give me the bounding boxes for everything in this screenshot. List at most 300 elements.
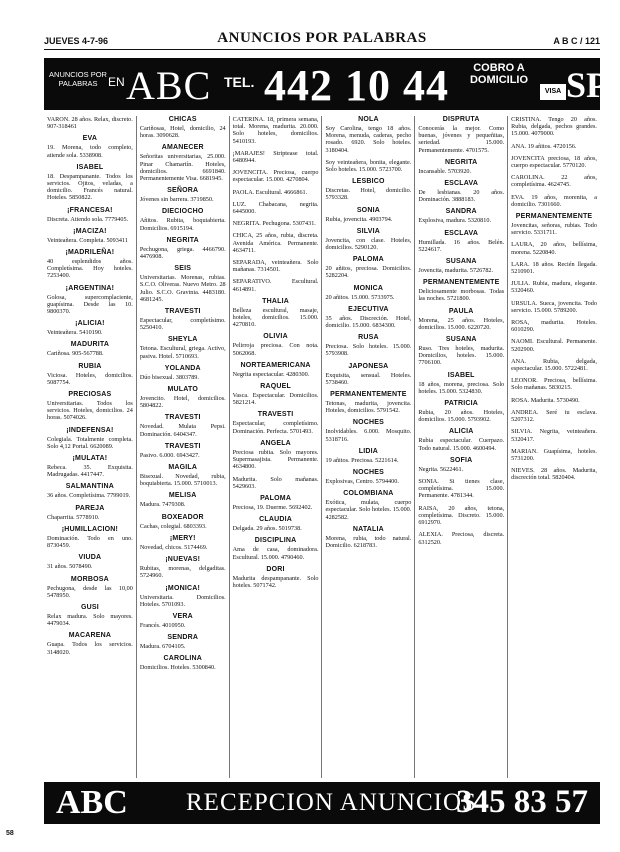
ad-text: 31 años. 5078490.	[47, 563, 93, 571]
ad-text: 19 añitos. Preciosa. 5221614.	[325, 456, 399, 464]
ad-text: Morena, 25 años. Hoteles, domicilios. 15.000. 6220720.	[418, 316, 505, 331]
classified-ad	[325, 526, 411, 549]
classified-ad	[325, 391, 411, 414]
ad-title: DORI	[266, 565, 285, 573]
ad-text: NIEVES. 28 años. Madurita, discreción total. 5820404.	[511, 467, 597, 482]
ad-text: Rubia, jovencita. 4903794.	[325, 215, 393, 223]
classified-ad	[47, 228, 133, 244]
ad-text: Universitarias. Morenas, rubias. S.C.O. Oliveras. Nuevo Metro. 28 Julio. S.C.O. Gravinia. 4483180. 4681245.	[139, 274, 226, 303]
classified-ad	[511, 448, 597, 462]
ad-title: ISABEL	[76, 163, 104, 171]
classified-ad	[233, 537, 319, 560]
ad-title: MELISA	[168, 492, 197, 500]
classified-ad	[140, 208, 226, 231]
classified-ad	[418, 372, 504, 395]
classified-ad	[140, 556, 226, 579]
classified-ad	[418, 279, 504, 302]
ad-text: SEPARADA, veinteañera. Solo mañanas. 7314501.	[232, 259, 319, 274]
ad-text: Golosa, supercomplaciente, guapísima. Desde las 10. 9800370.	[47, 293, 133, 316]
ad-text: Jovencito. Hotel, domicilios. 5804822.	[139, 395, 226, 410]
ad-column	[508, 116, 600, 778]
ad-text: JULIA. Rubia, madura, elegante. 5320460.	[511, 280, 597, 295]
ad-text: CAROLINA. 22 años, completísima. 4624745.	[511, 174, 597, 189]
ad-title: NEGRITA	[445, 158, 478, 166]
ad-text: LARA. 18 años. Recién llegada. 5210901.	[511, 260, 597, 276]
ad-text: Vasca. Espectacular. Domicilios. 5821214.	[232, 392, 319, 407]
ad-text: SONIA. Si tienes clase, completísima. 15.000. Permanente. 4781344.	[418, 478, 505, 500]
classified-ad	[233, 411, 319, 434]
ad-title: ¡MADRILEÑA!	[65, 249, 115, 257]
abc-logo: ABC	[126, 63, 212, 108]
ad-text: ¡MARAJES! Striptease total. 6480944.	[232, 149, 319, 165]
classified-ad	[140, 585, 226, 608]
classified-ad	[418, 258, 504, 274]
classified-ad	[140, 655, 226, 671]
classified-ad	[418, 531, 504, 545]
ad-text: 40 esplendidos años. Completísima. Hoy hoteles. 7253400.	[47, 258, 133, 280]
ad-title: ¡MONICA!	[165, 584, 201, 592]
classified-ad	[511, 213, 597, 236]
ad-text: Preciosa, 19. Duerme. 5692402.	[232, 503, 313, 511]
ad-title: SOFIA	[450, 456, 473, 464]
classified-ad	[325, 285, 411, 301]
ad-title: NORTEAMERICANA	[240, 361, 311, 369]
classified-columns	[44, 116, 600, 778]
footer-abc-logo: ABC	[56, 784, 128, 821]
ad-title: OLIVIA	[263, 333, 288, 341]
ad-text: ANDREA. Seré tu esclava. 5207312.	[511, 408, 597, 424]
footer-recepcion: RECEPCION ANUNCIOS	[186, 789, 477, 816]
ad-title: TRAVESTI	[164, 442, 201, 450]
ad-title: ESCLAVA	[444, 229, 479, 237]
ad-text: LEONOR. Preciosa, bellísima. Solo mañanas. 5830215.	[511, 377, 597, 392]
classified-ad	[140, 308, 226, 331]
ad-text: Francés. 4010950.	[139, 621, 186, 629]
ad-title: RAQUEL	[260, 383, 291, 391]
classified-ad	[47, 320, 133, 336]
ad-text: 36 años. Completísima. 7799019.	[47, 492, 131, 500]
banner-en: EN	[108, 75, 125, 89]
ad-text: Soy Carolina, tengo 18 años. Morena, menuda, caderas, pecho rosado. 6920. Solo hoteles. 3180404.	[325, 125, 412, 154]
section-title: ANUNCIOS POR PALABRAS	[217, 30, 427, 46]
classified-ad	[140, 443, 226, 459]
ad-title: PAREJA	[75, 504, 105, 512]
ad-title: VIUDA	[78, 554, 102, 562]
classified-ad	[140, 144, 226, 182]
classified-ad	[233, 440, 319, 471]
ad-text: Exquisita, sensual. Hoteles. 5738460.	[325, 371, 412, 386]
footer-phone: 345 83 57	[456, 784, 588, 820]
classified-ad	[140, 414, 226, 437]
ad-text: Madurita despampanante. Solo hoteles. 5071742.	[232, 574, 319, 589]
classified-ad	[47, 116, 133, 130]
classified-ad	[325, 159, 411, 173]
classified-ad	[418, 428, 504, 451]
ad-text: JOVENCITA preciosa, 18 años, cuerpo espectacular. 5770120.	[511, 154, 597, 170]
ad-title: EJECUTIVA	[348, 305, 389, 313]
classified-ad	[233, 566, 319, 589]
ad-text: Novedad. Mulata Pepsi. Dominación. 6404347.	[139, 423, 226, 438]
classified-ad	[140, 116, 226, 139]
classified-ad	[418, 457, 504, 473]
ad-title: MULATO	[167, 386, 198, 394]
ad-column	[44, 116, 137, 778]
classified-ad	[511, 377, 597, 391]
ad-text: Ama de casa, dominadora. Escultural. 15.000. 4790460.	[232, 546, 319, 561]
ad-title: PALOMA	[352, 256, 384, 264]
ad-title: NEGRITA	[166, 236, 199, 244]
ad-text: CRISTINA. Tengo 20 años. Rubia, delgada, pechos grandes. 15.000. 4079000.	[511, 116, 597, 138]
ad-title: SEIS	[174, 265, 192, 273]
ad-text: Soy veinteañera, bonita, elegante. Solo hoteles. 15.000. 5723700.	[325, 158, 412, 174]
classified-ad	[47, 135, 133, 158]
ad-text: Viciosa. Hoteles, domicilios. 5087754.	[47, 371, 133, 386]
ad-title: PATRICIA	[444, 400, 479, 408]
ad-text: Negrita espectacular. 4280300.	[232, 370, 310, 378]
ad-text: 20 añitos, preciosa. Domicilios. 5282204.	[325, 265, 412, 280]
visa-logo: VISA	[540, 84, 566, 100]
ad-text: Dominación. Todo en uno. 8730459.	[47, 534, 133, 550]
classified-ad	[233, 476, 319, 490]
ad-text: Rubia, 20 años. Hoteles, domicilios. 15.000. 5793902.	[418, 409, 505, 424]
ad-text: Cachas, colegial. 6803393.	[139, 522, 207, 530]
classified-ad	[418, 230, 504, 253]
ad-text: Negrita. 5622461.	[418, 465, 464, 473]
ad-title: ¡INDEFENSA!	[66, 426, 114, 434]
classified-ad	[47, 526, 133, 549]
classified-ad	[418, 159, 504, 175]
ad-text: 18 años, morena, preciosa. Solo hoteles. 15.000. 5324830.	[418, 380, 505, 395]
ad-text: Domicilios. Hoteles. 5300840.	[139, 664, 216, 672]
classified-ad	[511, 116, 597, 138]
ad-text: Discreta. Atiendo sola. 7779405.	[47, 215, 129, 223]
ad-text: 35 años. Discreción. Hotel, domicilio. 15.000. 6834300.	[325, 314, 412, 330]
classified-ad	[325, 334, 411, 357]
classified-ad	[47, 363, 133, 386]
ad-column	[415, 116, 508, 778]
ad-title: NOCHES	[352, 419, 384, 427]
classified-ad	[140, 514, 226, 530]
classified-ad	[47, 554, 133, 570]
classified-ad	[47, 164, 133, 202]
classified-ad	[140, 265, 226, 303]
classified-ad	[47, 341, 133, 357]
ad-title: PERMANENTEMENTE	[515, 213, 593, 221]
ad-text: Pelirroja preciosa. Con nota. 5062068.	[232, 342, 319, 357]
ad-title: CHICAS	[168, 116, 197, 123]
ad-title: MONICA	[353, 284, 384, 292]
ad-title: CAROLINA	[163, 655, 203, 663]
ad-title: DIECIOCHO	[162, 208, 204, 216]
classified-ad	[140, 336, 226, 359]
classified-ad	[511, 338, 597, 352]
ad-text: Señoritas universitarias, 25.000. Pinar Chamartín. Hoteles, domicilios. 6691840. Permanentemente Visa. 6681945.	[139, 153, 226, 183]
ad-text: Pechugona, desde las 10,00 5478950.	[47, 584, 133, 599]
ad-text: Colegiala. Totalmente completa. Solo 4,12 Portal. 6620089.	[47, 435, 133, 450]
ad-text: PAOLA. Escultural. 4666861.	[232, 188, 308, 196]
classified-ad	[511, 261, 597, 275]
classified-ad	[140, 237, 226, 260]
ad-title: AMANECER	[161, 144, 204, 152]
bottom-banner	[44, 782, 600, 824]
ad-title: PRECIOSAS	[68, 391, 112, 399]
ad-text: Deliciosamente morbosas. Todas las noches. 5721800.	[418, 288, 505, 303]
ad-column	[137, 116, 230, 778]
ad-text: Jóvenes sin barrera. 3719850.	[139, 196, 214, 204]
classified-ad	[511, 174, 597, 188]
ad-text: NAOMI. Escultural. Permanente. 5202900.	[511, 338, 597, 353]
page-number: 58	[6, 830, 14, 837]
ad-title: RUSA	[358, 334, 379, 342]
ad-title: ALICIA	[448, 428, 474, 436]
ad-title: SUSANA	[445, 336, 477, 344]
ad-text: RAISA, 20 años, tetona, completísima. Discreto. 15.000. 6912970.	[418, 504, 505, 527]
ad-title: TRAVESTI	[164, 414, 201, 422]
ad-text: MARIAN. Guapísima, hoteles. 5731200.	[511, 447, 597, 462]
classified-ad	[233, 116, 319, 145]
ad-title: ¡MACIZA!	[73, 227, 107, 235]
ad-text: Jovencita, con clase. Hoteles, domicilios. 5290120.	[325, 236, 412, 252]
classified-ad	[140, 535, 226, 551]
ad-text: Belleza escultural, masaje, hoteles, domicilios. 15.000. 4270810.	[232, 306, 319, 329]
ad-text: Jovencitas, señoras, rubias. Todo servicio. 5331711.	[511, 222, 597, 237]
top-banner	[44, 58, 609, 110]
classified-ad	[325, 178, 411, 201]
ad-title: ¡MERY!	[169, 534, 196, 542]
ad-text: Dúo bisexual. 3803789.	[139, 373, 199, 381]
classified-ad	[325, 363, 411, 386]
ad-title: SILVIA	[356, 227, 381, 235]
classified-ad	[511, 300, 597, 314]
ad-title: PALOMA	[260, 494, 292, 502]
classified-ad	[418, 180, 504, 203]
ad-title: MACARENA	[68, 632, 112, 640]
ad-text: Tetonas, madurita, jovencita. Hoteles, domicilios. 5791542.	[325, 400, 412, 415]
ad-text: SEPARATIVO. Escultural. 4614891.	[232, 278, 319, 293]
ad-text: Jovencita, madurita. 5726782.	[418, 267, 494, 275]
ad-text: Universitarias. Todos los servicios. Hoteles, domicilios. 24 horas. 5074026.	[47, 400, 133, 422]
classified-ad	[233, 278, 319, 292]
ad-text: Discretas. Hotel, domicilio. 5793328.	[325, 187, 412, 202]
ad-title: SALMANTINA	[65, 483, 115, 491]
classified-ad	[325, 490, 411, 521]
ad-title: JAPONESA	[348, 362, 389, 370]
classified-ad	[140, 492, 226, 508]
classified-ad	[233, 495, 319, 511]
ad-title: ¡ALICIA!	[75, 320, 105, 328]
classified-ad	[511, 280, 597, 294]
ad-text: Tetona. Escultural, griega. Activo, pasiva. Hotel. 5710693.	[139, 345, 226, 360]
classified-ad	[325, 469, 411, 485]
classified-ad	[47, 483, 133, 499]
ad-text: De lesbianas. 20 años. Dominación. 3888183.	[418, 189, 505, 204]
classified-ad	[233, 189, 319, 196]
ad-text: Preciosa rubita. Solo mayores. Supermasajista. Permanente. 4634800.	[232, 448, 319, 471]
ad-title: LESBICO	[352, 178, 385, 186]
ad-column	[230, 116, 323, 778]
ad-text: Rebeca. 35. Exquisita. Madrugadas. 4417447.	[47, 464, 133, 479]
ad-title: PERMANENTEMENTE	[422, 279, 500, 287]
ad-title: ¡NUEVAS!	[165, 556, 201, 564]
ad-title: ¡HUMILLACION!	[61, 525, 119, 533]
ad-text: Explosivas, Centro. 5794400.	[325, 478, 399, 486]
ad-title: SUSANA	[445, 258, 477, 266]
classified-ad	[418, 336, 504, 367]
classified-ad	[511, 397, 597, 404]
ad-title: ANGELA	[260, 439, 291, 447]
ad-text: 20 añitos. 15.000. 5733975.	[325, 293, 395, 301]
classified-ad	[47, 604, 133, 627]
classified-ad	[418, 400, 504, 423]
ad-text: 18. Despampanante. Todos los servicios. Ojitos, veladas, a domicilio. Francés natural. Hoteles. 5850822.	[47, 172, 133, 202]
ad-text: Espectacular, completísimo. 5250410.	[139, 317, 226, 332]
ad-text: Madurita. Solo mañanas. 5429603.	[232, 475, 319, 490]
ad-title: NOCHES	[352, 469, 384, 477]
classified-ad	[325, 116, 411, 154]
ad-title: PAULA	[448, 307, 474, 315]
ad-text: Rubitas, morenas, delgaditas. 5724960.	[139, 565, 226, 580]
ad-text: NEGRITA. Pechugona. 5307431.	[232, 220, 316, 228]
ad-text: Guapa. Todos los servicios. 3148020.	[47, 641, 133, 656]
ad-text: Veinteañera. Completa. 5093411	[47, 236, 128, 244]
ad-text: Bisexual. Novedad, rubia, boquiabierta. 15.000. 5710013.	[139, 473, 226, 488]
classified-ad	[233, 259, 319, 273]
classified-ad	[511, 319, 597, 333]
ad-text: Humillada. 16 años. Belén. 5224617.	[418, 238, 505, 253]
classified-ad	[47, 285, 133, 316]
classified-ad	[511, 241, 597, 255]
ad-text: Conocerás la mejor. Como buenas, jóvenes y pequeñitas, seriedad. 15.000. Permanentemente. 4701575.	[418, 125, 505, 154]
ad-title: LIDIA	[358, 447, 379, 455]
ad-text: Exótica, mulata, cuerpo espectacular. Solo hoteles. 15.000. 4282582.	[325, 499, 412, 521]
ad-text: Ruso. Tres hoteles, madurita. Domicilios, hoteles. 15.000. 7706100.	[418, 345, 505, 367]
banner-tel-label: TEL.	[224, 74, 255, 90]
ad-title: TRAVESTI	[257, 411, 294, 419]
ad-title: THALIA	[262, 297, 289, 305]
ad-title: MAGILA	[168, 464, 198, 472]
classified-ad	[233, 220, 319, 227]
ad-text: Novedad, chicos. 5174469.	[139, 543, 208, 551]
classified-ad	[140, 613, 226, 629]
ad-title: SONIA	[356, 206, 380, 214]
ad-title: YOLANDA	[164, 364, 201, 372]
classified-ad	[511, 155, 597, 169]
ad-text: ANA. 19 añitos. 4720156.	[511, 142, 577, 150]
ad-text: Inolvidables. 6.000. Mosquito. 5318716.	[325, 428, 412, 443]
classified-ad	[47, 632, 133, 655]
ad-text: Añitos. Rubita, boquiabierta. Domicilios. 6915194.	[139, 217, 226, 232]
ad-text: LUZ. Chabacana, negrita. 6445000.	[232, 200, 319, 216]
classified-ad	[140, 634, 226, 650]
classified-ad	[325, 448, 411, 464]
ad-title: ¡FRANCESA!	[67, 206, 113, 214]
ad-text: 19. Morena, todo completo, atiende sola. 5338908.	[47, 144, 133, 159]
classified-ad	[140, 365, 226, 381]
ad-title: COLOMBIANA	[343, 490, 394, 498]
banner-phone: 442 10 44	[264, 61, 449, 110]
classified-ad	[140, 187, 226, 203]
ad-title: EVA	[82, 135, 98, 143]
ad-text: Cariñosas, Hotel, domicilio, 24 horas. 3090628.	[139, 125, 226, 140]
ad-text: URSULA. Sueca, jovencita. Todo servicio. 15.000. 5789200.	[511, 299, 597, 314]
ad-text: Veinteañera. 5410190.	[47, 329, 103, 337]
classified-ad	[511, 409, 597, 423]
ad-text: Explosiva, madura. 5320810.	[418, 217, 492, 225]
classified-ad	[47, 391, 133, 422]
classified-ad	[325, 228, 411, 251]
ad-text: Morena, rubia, todo natural. Domicilio. 6218783.	[325, 534, 412, 550]
classified-ad	[418, 208, 504, 224]
ad-text: ROSA. Madurita. 5730490.	[511, 396, 580, 404]
ad-title: VERA	[172, 612, 193, 620]
classified-ad	[418, 116, 504, 154]
ad-text: Rubia espectacular. Cuerpazo. Todo natural. 15.000. 4600494.	[418, 437, 505, 452]
ad-text: Chaparrita. 5778910.	[47, 513, 100, 521]
classified-ad	[511, 358, 597, 372]
ad-text: ROSA, madurita. Hoteles. 6010290.	[511, 319, 597, 334]
classified-ad	[47, 455, 133, 478]
ad-text: Cariñosa. 905-567788.	[47, 350, 104, 358]
ad-text: ANA. Rubia, delgada, espectacular. 15.000. 5722481.	[511, 357, 597, 373]
ad-text: Pasivo. 6.000. 6943427.	[139, 451, 200, 459]
ad-text: Espectacular, completísimo. Dominación. Perfecta. 5701493.	[232, 420, 319, 435]
classified-ad	[233, 516, 319, 532]
ad-text: Universitaria. Domicilios. Hoteles. 5701093.	[139, 593, 226, 608]
ad-title: DISPRUTA	[442, 116, 480, 123]
classified-ad	[47, 249, 133, 280]
ad-title: CLAUDIA	[259, 516, 293, 524]
classified-ad	[47, 576, 133, 599]
ad-text: Preciosa. Solo hoteles. 15.000. 5793908.	[325, 343, 412, 358]
classified-ad	[233, 383, 319, 406]
classified-ad	[511, 428, 597, 442]
classified-ad	[233, 298, 319, 329]
classified-ad	[140, 464, 226, 487]
ad-column	[322, 116, 415, 778]
ad-title: NOLA	[358, 116, 379, 123]
classified-ad	[511, 143, 597, 150]
classified-ad	[325, 256, 411, 279]
classified-ad	[233, 232, 319, 254]
page-header	[44, 28, 600, 50]
classified-ad	[47, 207, 133, 223]
ad-text: Relax madura. Solo mayores. 4479034.	[47, 612, 133, 628]
ad-title: ESCLAVA	[444, 180, 479, 188]
ad-title: ¡ARGENTINA!	[65, 284, 115, 292]
classified-ad	[47, 505, 133, 521]
ad-text: Delgada. 29 años. 5019738.	[232, 525, 302, 533]
ad-title: ISABEL	[447, 371, 475, 379]
ad-text: CHICA, 25 años, rubia, discreta. Avenida América. Permanente. 4634711.	[232, 232, 319, 254]
ad-title: BOXEADOR	[161, 513, 204, 521]
ad-title: MADURITA	[70, 341, 110, 349]
ad-text: JOVENCITA. Preciosa, cuerpo espectacular. 15.000. 4270804.	[232, 169, 319, 184]
classified-ad	[233, 362, 319, 378]
ad-text: EVA. 19 años, morenita, a domicilio. 7301660.	[511, 193, 597, 208]
issue-date: JUEVES 4-7-96	[44, 36, 109, 46]
sp-logo: SP	[566, 65, 609, 105]
ad-text: VARON. 28 años. Relax, discreto. 907-318461	[47, 116, 133, 131]
ad-text: SILVIA. Negrita, veinteañera. 5320417.	[511, 428, 597, 443]
ad-text: Madura. 7479308.	[139, 501, 186, 509]
ad-title: TRAVESTI	[164, 308, 201, 316]
banner-cobro: COBRO A DOMICILIO	[469, 62, 529, 86]
ad-title: SANDRA	[445, 208, 477, 216]
classified-ad	[325, 306, 411, 329]
classified-ad	[325, 207, 411, 223]
banner-label: ANUNCIOS POR PALABRAS	[49, 70, 107, 88]
classified-ad	[233, 333, 319, 356]
